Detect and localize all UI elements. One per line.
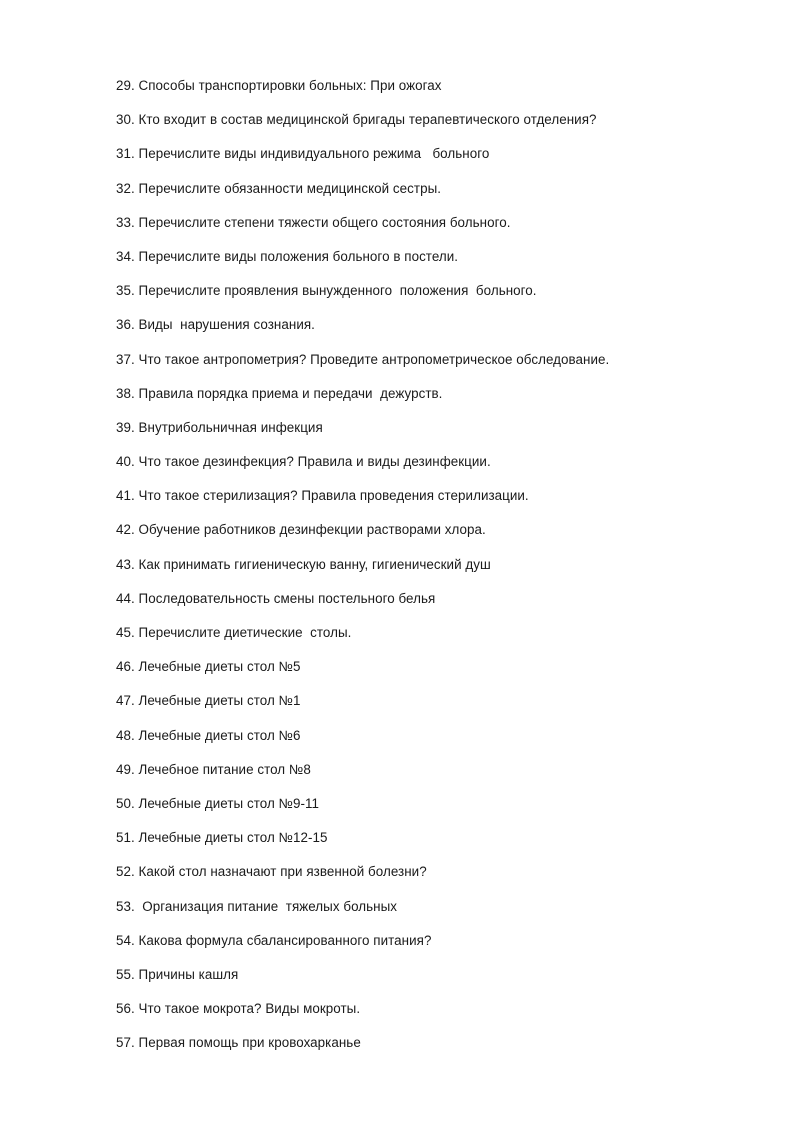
question-item: 45. Перечислите диетические столы. (116, 625, 352, 640)
question-item: 52. Какой стол назначают при язвенной болезни? (116, 864, 427, 880)
question-item: 39. Внутрибольничная инфекция (116, 419, 323, 435)
question-item: 35. Перечислите проявления вынужденного положения больного. (116, 283, 537, 299)
question-item: 36. Виды нарушения сознания. (116, 317, 315, 333)
question-item: 43. Как принимать гигиеническую ванну, гигиенический душ (116, 556, 491, 572)
question-item: 32. Перечислите обязанности медицинской сестры. (116, 180, 442, 196)
question-item: 38. Правила порядка приема и передачи дежурств. (116, 385, 443, 401)
question-item: 34. Перечислите виды положения больного в постели. (116, 248, 459, 264)
question-item: 37. Что такое антропометрия? Проведите антропометрическое обследование. (116, 351, 610, 367)
question-item: 44. Последовательность смены постельного белья (116, 590, 436, 606)
question-item: 31. Перечислите виды индивидуального режима больного (116, 146, 490, 162)
question-item: 46. Лечебные диеты стол №5 (116, 659, 301, 675)
question-item: 41. Что такое стерилизация? Правила проведения стерилизации. (116, 488, 529, 504)
question-item: 29. Способы транспортировки больных: При ожогах (116, 78, 442, 93)
question-item: 40. Что такое дезинфекция? Правила и виды дезинфекции. (116, 454, 491, 470)
question-item: 49. Лечебное питание стол №8 (116, 761, 311, 777)
question-item: 57. Первая помощь при кровохарканье (116, 1035, 361, 1051)
question-item: 42. Обучение работников дезинфекции растворами хлора. (116, 522, 486, 538)
question-item: 47. Лечебные диеты стол №1 (116, 693, 301, 709)
question-item: 56. Что такое мокрота? Виды мокроты. (116, 1001, 361, 1017)
question-item: 48. Лечебные диеты стол №6 (116, 727, 301, 743)
question-list (116, 76, 609, 1067)
question-item: 51. Лечебные диеты стол №12-15 (116, 830, 328, 846)
question-item: 50. Лечебные диеты стол №9-11 (116, 795, 320, 811)
question-item: 33. Перечислите степени тяжести общего состояния больного. (116, 214, 511, 230)
question-item: 54. Какова формула сбалансированного питания? (116, 932, 432, 948)
question-item: 30. Кто входит в состав медицинской бригады терапевтического отделения? (116, 112, 597, 128)
question-item: 55. Причины кашля (116, 966, 239, 982)
question-item: 53. Организация питание тяжелых больных (116, 898, 398, 914)
